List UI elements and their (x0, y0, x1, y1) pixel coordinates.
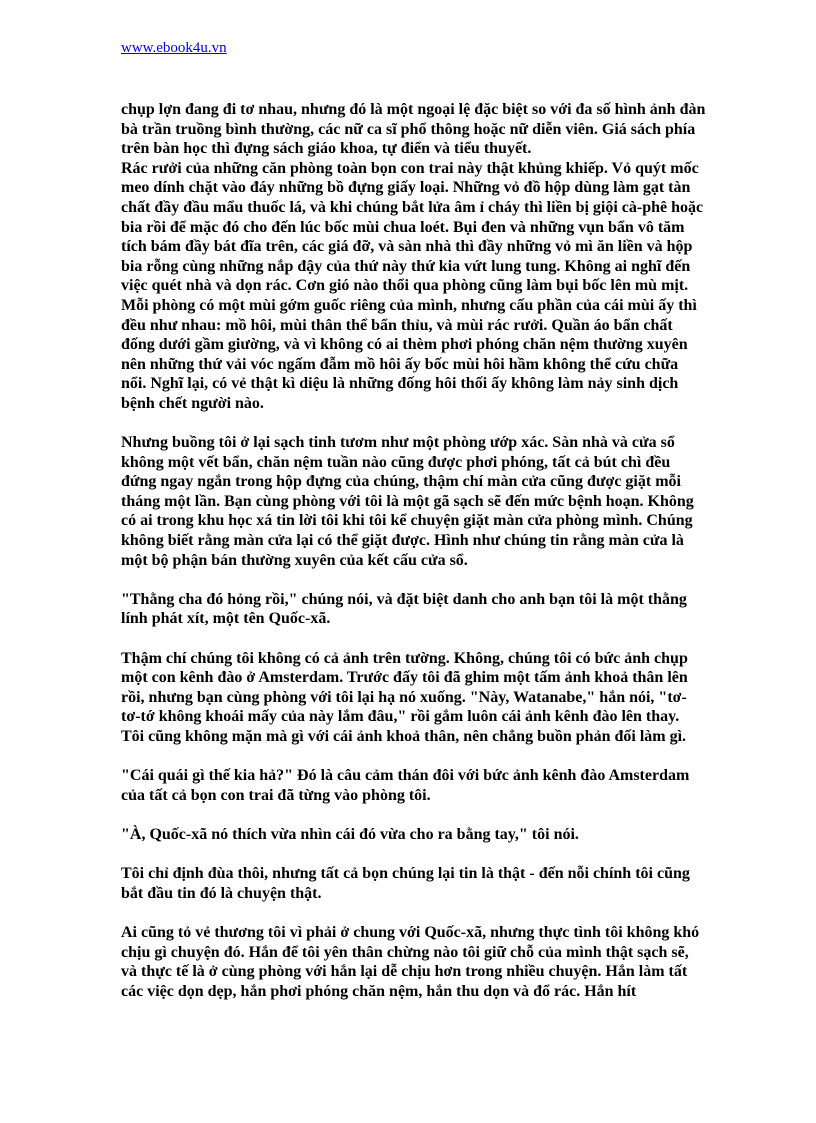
document-body (121, 100, 706, 1021)
paragraph-5: "Cái quái gì thế kia hả?" Đó là câu cảm thán đôi với bức ảnh kênh đào Amsterdam của tất cả bọn con trai đã từng vào phòng tôi. (121, 767, 690, 804)
paragraph-7: Tôi chỉ định đùa thôi, nhưng tất cả bọn chúng lại tin là thật - đến nỗi chính tôi cũng bắt đầu tin đó là chuyện thật. (121, 865, 690, 902)
paragraph-6: "À, Quốc-xã nó thích vừa nhìn cái đó vừa cho ra bằng tay," tôi nói. (121, 825, 579, 843)
paragraph-8: Ai cũng tỏ vẻ thương tôi vì phải ở chung với Quốc-xã, nhưng thực tình tôi không khó chịu gì chuyện đó. Hắn để tôi yên thân chừng nào tôi giữ chỗ của mình thật sạch sẽ, và thực tế là ở cùng phòng với hắn lại dễ chịu hơn trong nhiều chuyện. Hắn làm tất các việc dọn dẹp, hắn phơi phóng chăn nệm, hắn thu dọn và đổ rác. Hắn hít (121, 923, 700, 1000)
paragraph-1: chụp lợn đang đi tơ nhau, nhưng đó là một ngoại lệ đặc biệt so với đa số hình ảnh đàn bà trần truồng bình thường, các nữ ca sĩ phổ thông hoặc nữ diễn viên. Giá sách phía trên bàn học thì đựng sách giáo khoa, tự điển và tiểu thuyết. Rác rưởi của những căn phòng toàn bọn con trai này thật khủng khiếp. Vỏ quýt mốc meo dính chặt vào đáy những bồ đựng giấy loại. Những vỏ đồ hộp dùng làm gạt tàn chất đầy đầu mẩu thuốc lá, và khi chúng bắt lửa âm ỉ cháy thì liền bị giội cà-phê hoặc bia rồi để mặc đó cho đến lúc bốc mùi chua loét. Bụi đen và những vụn bẩn vô tăm tích bám đầy bát đĩa trên, các giá đỡ, và sàn nhà thì đầy những vỏ mì ăn liền và hộp bia rỗng cùng những nắp đậy của thứ này thứ kia vứt lung tung. Không ai nghĩ đến việc quét nhà và dọn rác. Cơn gió nào thổi qua phòng cũng làm bụi bốc lên mù mịt. Mỗi phòng có một mùi gớm guốc riêng của mình, nhưng cấu phần của cái mùi ấy thì đều như nhau: mồ hôi, mùi thân thể bẩn thỉu, và mùi rác rưởi. Quần áo bẩn chất đống dưới gầm giường, và vì không có ai thèm phơi phóng chăn nệm thường xuyên nên những thứ vải vóc ngấm đẫm mồ hôi ấy bốc mùi hôi hầm không thể cứu chữa nổi. Nghĩ lại, có vẻ thật kì diệu là những đống hôi thối ấy không làm nảy sinh dịch bệnh chết người nào. (121, 101, 706, 412)
paragraph-3: "Thằng cha đó hỏng rồi," chúng nói, và đặt biệt danh cho anh bạn tôi là một thằng lính phát xít, một tên Quốc-xã. (121, 590, 687, 628)
paragraph-2: Nhưng buồng tôi ở lại sạch tinh tươm như một phòng ướp xác. Sàn nhà và cửa sổ không một vết bẩn, chăn nệm tuần nào cũng được phơi phóng, tất cả bút chì đều đứng ngay ngắn trong hộp đựng của chúng, thậm chí màn cửa cũng được giặt mỗi tháng một lần. Bạn cùng phòng với tôi là một gã sạch sẽ đến mức bệnh hoạn. Không có ai trong khu học xá tin lời tôi khi tôi kể chuyện giặt màn cửa phòng mình. Chúng không biết rằng màn cửa lại có thể giặt được. Hình như chúng tin rằng màn cửa là một bộ phận bán thường xuyên của kết cấu cửa sổ. (121, 434, 694, 569)
header-website-link[interactable]: www.ebook4u.vn (121, 40, 227, 56)
paragraph-4: Thậm chí chúng tôi không có cả ảnh trên tường. Không, chúng tôi có bức ảnh chụp một con kênh đào ở Amsterdam. Trước đấy tôi đã ghim một tấm ảnh khoả thân lên rồi, nhưng bạn cùng phòng với tôi lại hạ nó xuống. "Này, Watanabe," hắn nói, "tơ-tơ-tớ không khoái mấy của này lắm đâu," rồi gắm luôn cái ảnh kênh đào lên thay. Tôi cũng không mặn mà gì với cái ảnh khoả thân, nên chẳng buồn phản đối làm gì. (121, 649, 688, 745)
